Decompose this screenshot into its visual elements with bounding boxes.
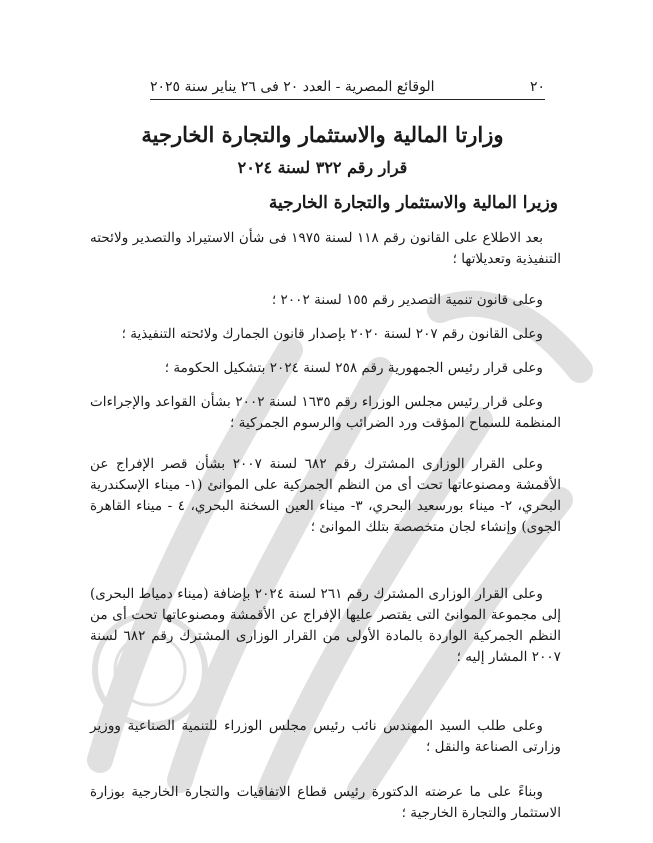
- clause: وعلى قانون تنمية التصدير رقم ١٥٥ لسنة ٢٠٠٢ ؛: [271, 292, 543, 308]
- clause: بعد الاطلاع على القانون رقم ١١٨ لسنة ١٩٧٥ فى شأن الاستيراد والتصدير ولائحته التنفيذية وتعديلاتها ؛: [90, 230, 561, 268]
- minister-title: وزيرا المالية والاستثمار والتجارة الخارجية: [268, 193, 558, 213]
- ministry-title: وزارتا المالية والاستثمار والتجارة الخارجية: [141, 122, 504, 147]
- clause: وعلى قرار رئيس مجلس الوزراء رقم ١٦٣٥ لسنة ٢٠٠٢ بشأن القواعد والإجراءات المنظمة للسماح المؤقت ورد الضرائب والرسوم الجمركية ؛: [90, 394, 561, 432]
- decision-title: قرار رقم ٣٢٢ لسنة ٢٠٢٤: [237, 158, 408, 177]
- clause: وعلى القانون رقم ٢٠٧ لسنة ٢٠٢٠ بإصدار قانون الجمارك ولائحته التنفيذية ؛: [121, 326, 543, 342]
- clause: وعلى قرار رئيس الجمهورية رقم ٢٥٨ لسنة ٢٠٢٤ بتشكيل الحكومة ؛: [164, 360, 543, 376]
- clause: وعلى القرار الوزارى المشترك رقم ٦٨٢ لسنة ٢٠٠٧ بشأن قصر الإفراج عن الأقمشة ومصنوعاتها تحت أى من النظم الجمركية على الموانئ (١- ميناء الإسكندرية البحري، ٢- ميناء بورسعيد البحري، ٣- ميناء العين السخنة البحري، ٤ - ميناء القاهرة الجوى) وإنشاء لجان متخصصة بتلك الموانئ ؛: [90, 456, 561, 536]
- issue-line: الوقائع المصرية - العدد ٢٠ فى ٢٦ يناير سنة ٢٠٢٥: [150, 79, 435, 95]
- clause: وعلى طلب السيد المهندس نائب رئيس مجلس الوزراء للتنمية الصناعية ووزير وزارتى الصناعة والنقل ؛: [90, 718, 561, 756]
- clause: وعلى القرار الوزارى المشترك رقم ٢٦١ لسنة ٢٠٢٤ بإضافة (ميناء دمياط البحرى) إلى مجموعة الموانئ التى يقتصر عليها الإفراج عن الأقمشة ومصنوعاتها تحت أى من النظم الجمركية الواردة بالمادة الأولى من القرار الوزارى المشترك رقم ٦٨٢ لسنة ٢٠٠٧ المشار إليه ؛: [90, 586, 562, 666]
- header-divider: [150, 99, 545, 100]
- page-header: [150, 76, 545, 98]
- clause: وبناءً على ما عرضته الدكتورة رئيس قطاع الاتفاقيات والتجارة الخارجية بوزارة الاستثمار والتجارة الخارجية ؛: [90, 784, 561, 822]
- page-number: ٢٠: [529, 79, 545, 95]
